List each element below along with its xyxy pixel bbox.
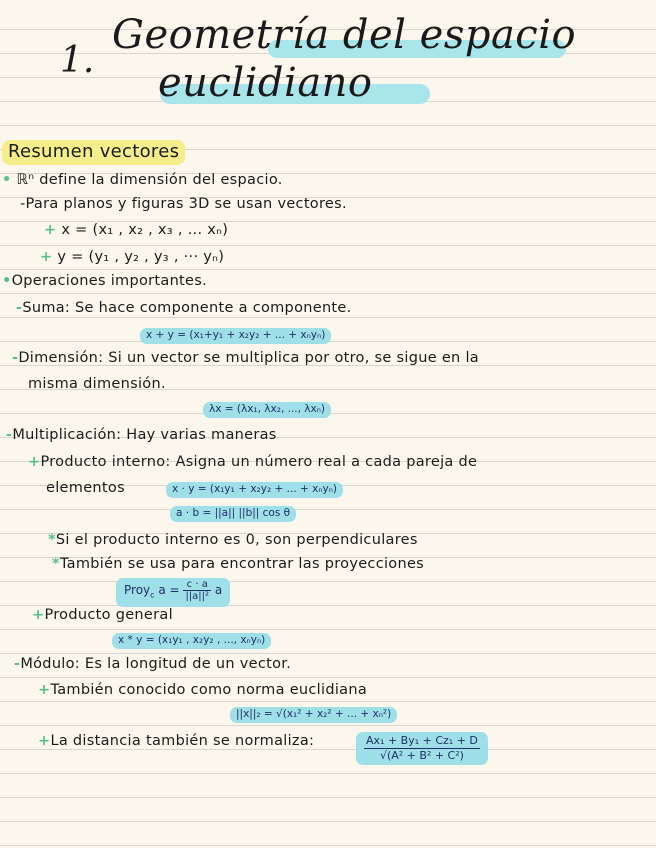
line-producto-interno-text: Producto interno: Asigna un número real a cada pareja de xyxy=(40,454,478,470)
section-number: 1. xyxy=(60,40,95,81)
bullet-star: * xyxy=(52,556,60,572)
section-heading xyxy=(2,141,185,162)
line-suma xyxy=(16,300,352,316)
line-tambien-norma xyxy=(38,682,367,698)
proy-tail: a xyxy=(214,583,223,597)
formula-coseno: a · b = ||a|| ||b|| cos θ xyxy=(170,506,296,522)
bullet-star: * xyxy=(48,532,56,548)
formula-proyeccion xyxy=(116,578,230,607)
bullet-plus: + xyxy=(44,222,57,238)
line-dimension-text: Dimensión: Si un vector se multiplica por otro, se sigue en la xyxy=(18,350,479,366)
distancia-fraction xyxy=(364,734,480,763)
formula-distancia xyxy=(356,732,488,765)
formula-producto-general: x * y = (x₁y₁ , x₂y₂ , ..., xₙyₙ) xyxy=(112,633,271,649)
bullet-plus: + xyxy=(32,607,45,623)
line-planos: -Para planos y figuras 3D se usan vectores. xyxy=(20,196,347,212)
line-elementos: elementos xyxy=(46,480,125,496)
formula-suma: x + y = (x₁+y₁ + x₂y₂ + ... + xₙyₙ) xyxy=(140,328,331,344)
bullet-plus: + xyxy=(38,733,51,749)
bullet-dot: • xyxy=(2,273,12,289)
line-rn-text: ℝⁿ define la dimensión del espacio. xyxy=(16,172,283,188)
line-modulo-text: Módulo: Es la longitud de un vector. xyxy=(20,656,292,672)
line-producto-interno xyxy=(28,454,477,470)
proy-sub: c xyxy=(150,590,155,600)
bullet-plus: + xyxy=(38,682,51,698)
line-distancia-text: La distancia también se normaliza: xyxy=(50,733,315,749)
line-si-producto xyxy=(48,532,418,548)
bullet-dash: - xyxy=(16,300,23,316)
bullet-dot: • xyxy=(2,172,12,188)
line-producto-general-text: Producto general xyxy=(44,607,173,623)
section-heading-text: Resumen vectores xyxy=(2,140,185,165)
bullet-dash: - xyxy=(12,350,19,366)
line-multiplicacion-text: Multiplicación: Hay varias maneras xyxy=(12,427,277,443)
proy-a: a = xyxy=(158,583,180,597)
proy-numerator: c · a xyxy=(183,579,211,591)
line-multiplicacion xyxy=(6,427,277,443)
line-tambien-norma-text: También conocido como norma euclidiana xyxy=(50,682,368,698)
line-rn xyxy=(2,172,283,188)
page-title-line1: Geometría del espacio xyxy=(112,12,577,58)
line-y-def xyxy=(40,249,224,265)
formula-producto-interno: x · y = (x₁y₁ + x₂y₂ + ... + xₙyₙ) xyxy=(166,482,343,498)
proy-denominator: ||a||² xyxy=(185,591,210,602)
line-modulo xyxy=(14,656,291,672)
line-tambien-proy-text: También se usa para encontrar las proyecciones xyxy=(59,556,425,572)
line-distancia xyxy=(38,733,314,749)
bullet-dash: - xyxy=(14,656,21,672)
distancia-numerator: Ax₁ + By₁ + Cz₁ + D xyxy=(366,734,478,747)
line-x-def-text: x = (x₁ , x₂ , x₃ , ... xₙ) xyxy=(61,222,229,238)
distancia-denominator: √(A² + B² + C²) xyxy=(379,749,464,762)
proy-label: Proy xyxy=(124,583,151,597)
bullet-plus: + xyxy=(28,454,41,470)
formula-dimension: λx = (λx₁, λx₂, ..., λxₙ) xyxy=(203,402,331,418)
line-dimension xyxy=(12,350,479,366)
proy-fraction xyxy=(183,579,211,602)
line-suma-text: Suma: Se hace componente a componente. xyxy=(22,300,352,316)
line-tambien-proy xyxy=(52,556,424,572)
formula-norma: ||x||₂ = √(x₁² + x₂² + ... + xₙ²) xyxy=(230,707,397,723)
bullet-dash: - xyxy=(6,427,13,443)
line-dimension2: misma dimensión. xyxy=(28,376,166,392)
page-title-line2: euclidiano xyxy=(158,60,373,106)
line-x-def xyxy=(44,222,228,238)
line-producto-general xyxy=(32,607,173,623)
line-operaciones xyxy=(2,273,207,289)
bullet-plus: + xyxy=(40,249,53,265)
line-y-def-text: y = (y₁ , y₂ , y₃ , ··· yₙ) xyxy=(57,249,225,265)
line-si-producto-text: Si el producto interno es 0, son perpendiculares xyxy=(55,532,418,548)
line-operaciones-text: Operaciones importantes. xyxy=(11,273,208,289)
